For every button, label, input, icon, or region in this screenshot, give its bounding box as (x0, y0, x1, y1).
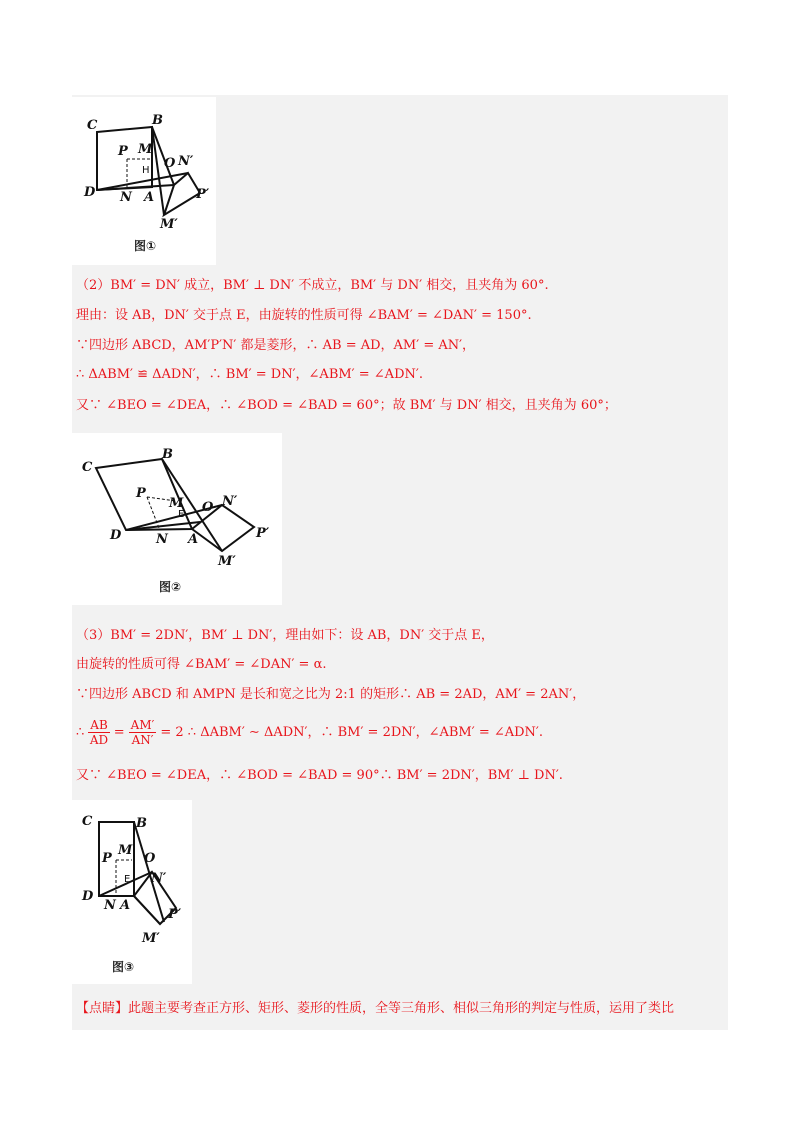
part3-line4 (76, 718, 543, 747)
label-Pprime: P′ (256, 526, 270, 541)
part2-line1: （2）BM′ = DN′ 成立，BM′ ⊥ DN′ 不成立，BM′ 与 DN′ 相交，且夹角为 60°. (76, 278, 549, 293)
label-P: P (102, 851, 112, 866)
label-A: A (144, 190, 155, 205)
figure-3-caption: 图③ (112, 960, 135, 974)
label-Nprime: N′ (151, 871, 167, 886)
part3-line3: ∵四边形 ABCD 和 AMPN 是长和宽之比为 2:1 的矩形∴ AB = 2AD，AM′ = 2AN′， (76, 687, 586, 702)
part2-line5: 又∵ ∠BEO = ∠DEA，∴ ∠BOD = ∠BAD = 60°；故 BM′ 与 DN′ 相交，且夹角为 60°； (76, 398, 617, 413)
fraction-denominator: AN′ (131, 733, 154, 747)
label-M: M (118, 843, 133, 858)
part3-line2: 由旋转的性质可得 ∠BAM′ = ∠DAN′ = α. (76, 657, 327, 672)
label-C: C (82, 814, 93, 829)
part3-line4-rest: = 2 ∴ ΔABM′ ∼ ΔADN′，∴ BM′ = 2DN′，∠ABM′ = ∠ADN′. (160, 724, 544, 740)
fraction-numerator: AB (90, 718, 108, 732)
label-P: P (118, 144, 128, 159)
label-M: M (138, 142, 153, 157)
label-B: B (152, 113, 163, 128)
label-Pprime: P′ (196, 187, 210, 202)
label-E: E (178, 509, 185, 520)
part2-line3: ∵四边形 ABCD，AM′P′N′ 都是菱形，∴ AB = AD，AM′ = AN′， (76, 338, 476, 353)
label-D: D (110, 528, 122, 543)
figure-1-caption: 图① (134, 239, 157, 253)
label-Pprime: P′ (168, 907, 182, 922)
label-N: N (156, 532, 168, 547)
label-O: O (144, 851, 156, 866)
label-N: N (104, 898, 116, 913)
fraction-am-an (129, 718, 157, 747)
label-E: E (124, 874, 131, 885)
label-H: H (142, 165, 150, 176)
label-O: O (164, 156, 176, 171)
label-O: O (202, 500, 214, 515)
fraction-numerator: AM′ (130, 718, 155, 732)
label-M: M (169, 496, 184, 511)
label-Mprime: M′ (142, 931, 160, 946)
label-A: A (188, 532, 199, 547)
label-Mprime: M′ (160, 217, 178, 232)
label-B: B (162, 447, 173, 462)
fraction-ab-ad (88, 718, 109, 747)
label-B: B (136, 816, 147, 831)
label-P: P (136, 486, 146, 501)
label-Mprime: M′ (218, 554, 236, 569)
label-A: A (120, 898, 131, 913)
figure-1 (72, 97, 216, 265)
figure-2-caption: 图② (159, 580, 182, 594)
label-N: N (120, 190, 132, 205)
figure-2 (72, 433, 282, 605)
label-C: C (87, 118, 98, 133)
figure-3 (72, 800, 192, 984)
label-C: C (82, 460, 93, 475)
comment-line: 【点睛】此题主要考查正方形、矩形、菱形的性质，全等三角形、相似三角形的判定与性质，运用了类比 (76, 1001, 675, 1016)
part2-line2: 理由：设 AB，DN′ 交于点 E，由旋转的性质可得 ∠BAM′ = ∠DAN′ = 150°. (76, 308, 532, 323)
part2-line4: ∴ ΔABM′ ≌ ΔADN′，∴ BM′ = DN′，∠ABM′ = ∠ADN′. (76, 367, 423, 382)
label-Nprime: N′ (222, 494, 238, 509)
fraction-denominator: AD (89, 733, 109, 747)
label-D: D (82, 889, 94, 904)
label-Nprime: N′ (178, 154, 194, 169)
equals-sign: = (113, 724, 125, 740)
part3-line1: （3）BM′ = 2DN′，BM′ ⊥ DN′，理由如下：设 AB，DN′ 交于点 E， (76, 628, 494, 643)
part3-line4-prefix: ∴ (76, 724, 85, 740)
label-D: D (84, 185, 96, 200)
part3-line5: 又∵ ∠BEO = ∠DEA，∴ ∠BOD = ∠BAD = 90°∴ BM′ = 2DN′，BM′ ⊥ DN′. (76, 768, 563, 783)
